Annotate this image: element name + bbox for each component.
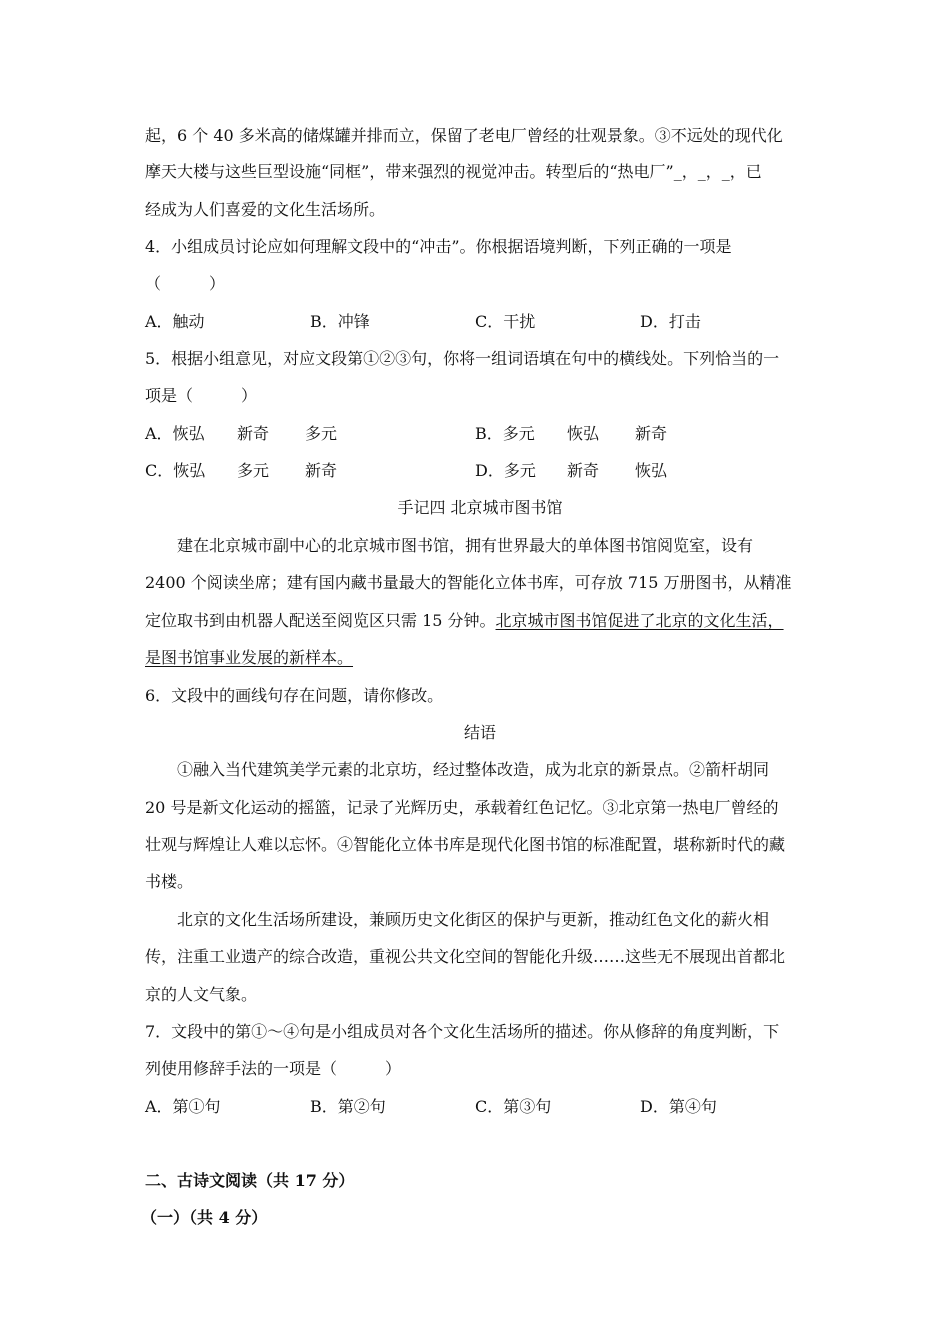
q5-option-b[interactable] bbox=[475, 424, 535, 444]
underlined-sentence-part-1: 北京城市图书馆促进了北京的文化生活， bbox=[495, 611, 784, 630]
section2-subheading: （一）（共 4 分） bbox=[141, 1208, 268, 1227]
q5-option-d[interactable] bbox=[475, 461, 536, 481]
intro-line-1: 起，6 个 40 多米高的储煤罐并排而立，保留了老电厂曾经的壮观景象。③不远处的现代化 bbox=[145, 126, 783, 145]
section2-heading: 二、古诗文阅读（共 17 分） bbox=[145, 1171, 355, 1190]
q7-stem-line-2: 列使用修辞手法的一项是（ ） bbox=[145, 1059, 402, 1078]
q5-option-b-word-1: 多元 bbox=[502, 424, 535, 443]
q5-option-c-letter: C． bbox=[145, 461, 174, 480]
q5-option-b-word-3: 新奇 bbox=[635, 424, 668, 443]
q4-option-c[interactable]: C．干扰 bbox=[475, 312, 536, 331]
q5-stem-line-2: 项是（ ） bbox=[145, 386, 258, 405]
q7-option-d[interactable]: D．第④句 bbox=[640, 1097, 717, 1116]
q4-option-a[interactable]: A．触动 bbox=[145, 312, 205, 331]
conclusion-p1-line-1: ①融入当代建筑美学元素的北京坊，经过整体改造，成为北京的新景点。②箭杆胡同 bbox=[177, 760, 770, 779]
q5-option-b-letter: B． bbox=[475, 424, 503, 443]
q5-option-c[interactable] bbox=[145, 461, 205, 481]
notes4-line-3 bbox=[145, 611, 784, 631]
q4-stem-line-1: 4．小组成员讨论应如何理解文段中的“冲击”。你根据语境判断，下列正确的一项是 bbox=[145, 237, 732, 256]
q5-option-a-letter: A． bbox=[145, 424, 173, 443]
conclusion-p1-line-4: 书楼。 bbox=[145, 872, 194, 891]
q5-stem-line-1: 5．根据小组意见，对应文段第①②③句，你将一组词语填在句中的横线处。下列恰当的一 bbox=[145, 349, 780, 368]
q5-option-c-word-1: 恢弘 bbox=[173, 461, 206, 480]
q4-stem-line-2: （ ） bbox=[145, 274, 226, 293]
q6-stem: 6．文段中的画线句存在问题，请你修改。 bbox=[145, 686, 444, 705]
q5-option-d-letter: D． bbox=[475, 461, 504, 480]
conclusion-p1-line-2: 20 号是新文化运动的摇篮，记录了光辉历史，承载着红色记忆。③北京第一热电厂曾经的 bbox=[145, 798, 779, 817]
q5-option-c-word-2: 多元 bbox=[237, 461, 270, 480]
q4-option-b[interactable]: B．冲锋 bbox=[310, 312, 370, 331]
q4-option-d[interactable]: D．打击 bbox=[640, 312, 701, 331]
q7-option-c[interactable]: C．第③句 bbox=[475, 1097, 552, 1116]
q5-option-a-word-3: 多元 bbox=[305, 424, 338, 443]
notes4-line-4 bbox=[145, 648, 353, 668]
intro-line-2: 摩天大楼与这些巨型设施“同框”，带来强烈的视觉冲击。转型后的“热电厂”_，_，_，已 bbox=[145, 162, 762, 181]
q5-option-c-word-3: 新奇 bbox=[305, 461, 338, 480]
conclusion-p2-line-1: 北京的文化生活场所建设，兼顾历史文化街区的保护与更新，推动红色文化的薪火相 bbox=[177, 910, 770, 929]
conclusion-p2-line-2: 传，注重工业遗产的综合改造，重视公共文化空间的智能化升级……这些无不展现出首都北 bbox=[145, 947, 786, 966]
q5-option-d-word-1: 多元 bbox=[503, 461, 536, 480]
notes4-title: 手记四 北京城市图书馆 bbox=[397, 498, 563, 517]
conclusion-p1-line-3: 壮观与辉煌让人难以忘怀。④智能化立体书库是现代化图书馆的标准配置，堪称新时代的藏 bbox=[145, 835, 786, 854]
q7-option-a[interactable]: A．第①句 bbox=[145, 1097, 221, 1116]
conclusion-p2-line-3: 京的人文气象。 bbox=[145, 985, 258, 1004]
underlined-sentence-part-2: 是图书馆事业发展的新样本。 bbox=[145, 648, 354, 667]
q7-option-b[interactable]: B．第②句 bbox=[310, 1097, 386, 1116]
q5-option-d-word-2: 新奇 bbox=[567, 461, 600, 480]
notes4-line-1: 建在北京城市副中心的北京城市图书馆，拥有世界最大的单体图书馆阅览室，设有 bbox=[177, 536, 754, 555]
intro-line-3: 经成为人们喜爱的文化生活场所。 bbox=[145, 200, 386, 219]
notes4-line-2: 2400 个阅读坐席；建有国内藏书量最大的智能化立体书库，可存放 715 万册图书，从精准 bbox=[145, 573, 792, 592]
conclusion-title: 结语 bbox=[463, 723, 496, 742]
notes4-line-3-text: 定位取书到由机器人配送至阅览区只需 15 分钟。 bbox=[145, 611, 496, 630]
q5-option-a-word-1: 恢弘 bbox=[172, 424, 205, 443]
q5-option-a[interactable] bbox=[145, 424, 205, 444]
q5-option-d-word-3: 恢弘 bbox=[635, 461, 668, 480]
q5-option-b-word-2: 恢弘 bbox=[567, 424, 600, 443]
q7-stem-line-1: 7．文段中的第①～④句是小组成员对各个文化生活场所的描述。你从修辞的角度判断，下 bbox=[145, 1022, 780, 1041]
q5-option-a-word-2: 新奇 bbox=[237, 424, 270, 443]
